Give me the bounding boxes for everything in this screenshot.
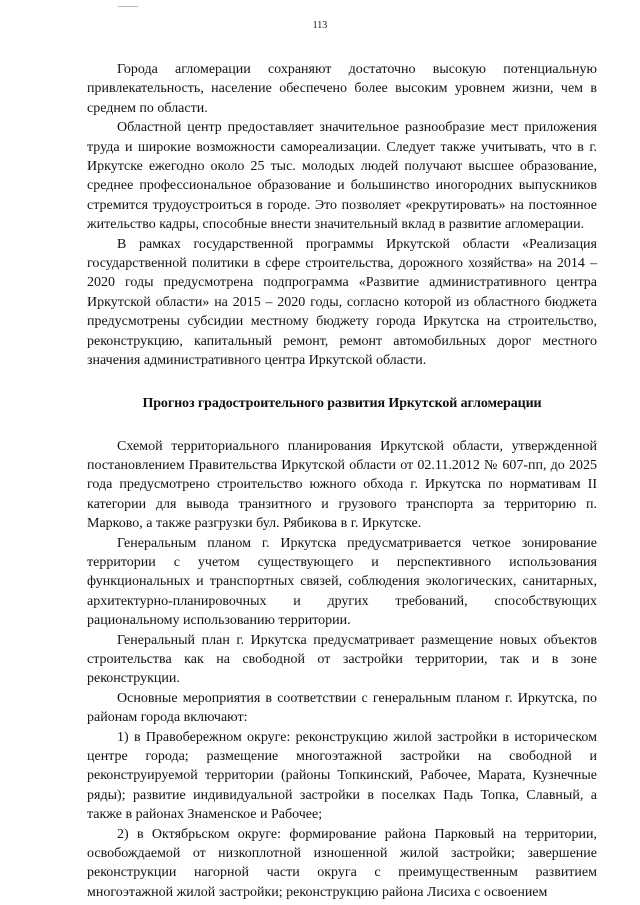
page-number: 113 (312, 20, 328, 31)
paragraph: Схемой территориального планирования Иркутской области, утвержденной постановлением Правительства Иркутской области от 02.11.2012 № 607-пп, до 2025 года предусмотрено строительство южного обхода г. Иркутска по нормативам II категории для вывода транзитного и грузового транспорта за территорию п. Марково, а также разгрузки бул. Рябикова в г. Иркутске. (87, 438, 597, 532)
paragraph: Основные мероприятия в соответствии с генеральным планом г. Иркутска, по районам города включают: (87, 690, 597, 726)
paragraph: Областной центр предоставляет значительное разнообразие мест приложения труда и широкие возможности самореализации. Следует также учитывать, что в г. Иркутске ежегодно около 25 тыс. молодых людей получают высшее образование, среднее профессиональное образование и большинство иногородних выпускников стремится трудоустроиться в городе. Это позволяет «рекрутировать» на постоянное жительство кадры, способные внести значительный вклад в развитие агломерации. (87, 120, 597, 233)
list-item-paragraph: 2) в Октябрьском округе: формирование района Парковый на территории, освобождаемой от низкоплотной изношенной жилой застройки; завершение реконструкции нагорной части округа с преимущественным развитием многоэтажной жилой застройки; реконструкцию района Лисиха с освоением (87, 826, 597, 900)
paragraph: Генеральным планом г. Иркутска предусматривается четкое зонирование территории с учетом существующего и перспективного использования функциональных и транспортных связей, соблюдения экологических, санитарных, архитектурно-планировочных и других требований, способствующих рациональному использованию территории. (87, 535, 597, 629)
list-item-paragraph: 1) в Правобережном округе: реконструкцию жилой застройки в историческом центре города; размещение многоэтажной застройки на свободной и реконструируемой территории (районы Топкинский, Рабочее, Марата, Кузнечные ряды); развитие индивидуальной застройки в поселках Падь Топка, Славный, а также в районах Знаменское и Рабочее; (87, 729, 597, 823)
paragraph: В рамках государственной программы Иркутской области «Реализация государственной политики в сфере строительства, дорожного хозяйства» на 2014 – 2020 годы предусмотрена подпрограмма «Развитие административного центра Иркутской области» на 2015 – 2020 годы, согласно которой из областного бюджета предусмотрены субсидии местному бюджету города Иркутска на строительство, реконструкцию, капитальный ремонт, ремонт автомобильных дорог местного значения административного центра Иркутской области. (87, 236, 597, 369)
paragraph: Города агломерации сохраняют достаточно высокую потенциальную привлекательность, население обеспечено более высоким уровнем жизни, чем в среднем по области. (87, 62, 597, 116)
top-rule (118, 6, 138, 7)
section-heading: Прогноз градостроительного развития Иркутской агломерации (142, 395, 542, 411)
paragraph: Генеральный план г. Иркутска предусматривает размещение новых объектов строительства как на свободной от застройки территории, так и в зоне реконструкции. (87, 632, 597, 687)
document-body (87, 60, 597, 902)
